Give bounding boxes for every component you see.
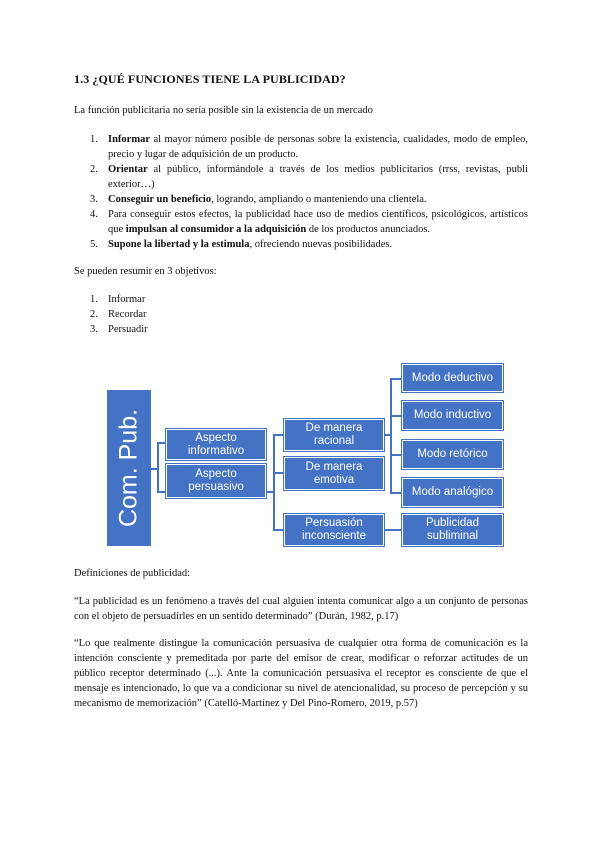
list-item: [74, 132, 528, 162]
connector-line: [157, 491, 166, 493]
diagram-node-unconscious: Persuasión inconsciente: [284, 514, 384, 546]
list-item: [74, 292, 148, 307]
list-number: 5.: [90, 239, 98, 250]
diagram-node-aspect-informative: Aspecto informativo: [166, 429, 266, 460]
list-number: 1.: [90, 134, 98, 145]
list-item: [74, 162, 528, 192]
functions-list: [74, 132, 528, 252]
connector-line: [390, 415, 402, 417]
connector-line: [273, 434, 284, 436]
connector-line: [384, 529, 402, 531]
connector-line: [384, 434, 391, 436]
list-item-text: , logrando, ampliando o manteniendo una clientela.: [211, 194, 427, 205]
list-item-bold: Informar: [108, 134, 150, 145]
list-item-bold: impulsan al consumidor a la adquisición: [125, 224, 307, 235]
diagram-node-deductive: Modo deductivo: [402, 364, 503, 392]
diagram-root-label: Com. Pub.: [114, 408, 143, 528]
objectives-list: [74, 292, 148, 337]
list-item: [74, 192, 528, 207]
diagram-node-aspect-persuasive: Aspecto persuasivo: [166, 464, 266, 498]
list-item: [74, 207, 528, 237]
list-number: 3.: [90, 194, 98, 205]
list-item: [74, 307, 148, 322]
diagram-node-subliminal: Publicidad subliminal: [402, 514, 503, 546]
connector-line: [273, 434, 275, 530]
connector-line: [273, 472, 284, 474]
definitions-title: Definiciones de publicidad:: [74, 568, 191, 579]
diagram-node-emotive: De manera emotiva: [284, 457, 384, 490]
diagram-node-analogical: Modo analógico: [402, 478, 503, 507]
connector-line: [390, 378, 392, 493]
section-heading: 1.3 ¿QUÉ FUNCIONES TIENE LA PUBLICIDAD?: [74, 72, 346, 86]
connector-line: [151, 468, 158, 470]
list-number: 2.: [90, 309, 98, 320]
connector-line: [273, 529, 284, 531]
summary-paragraph: Se pueden resumir en 3 objetivos:: [74, 266, 217, 277]
list-number: 2.: [90, 164, 98, 175]
list-number: 1.: [90, 294, 98, 305]
connector-line: [266, 491, 274, 493]
list-item-bold: Supone la libertad y la estimula: [108, 239, 250, 250]
objective-label: Persuadir: [108, 324, 148, 335]
connector-line: [157, 442, 166, 444]
objective-label: Informar: [108, 294, 146, 305]
list-item-text: de los productos anunciados.: [306, 224, 431, 235]
diagram-node-rational: De manera racional: [284, 419, 384, 451]
diagram-node-rhetorical: Modo retórico: [402, 440, 503, 469]
list-item: [74, 322, 148, 337]
list-item-text: , ofreciendo nuevas posibilidades.: [249, 239, 393, 250]
list-item: [74, 237, 528, 252]
connector-line: [390, 492, 402, 494]
list-number: 3.: [90, 324, 98, 335]
list-item-text: al público, informándole a través de los medios publicitarios (rrss, revistas, publi exterior…): [108, 164, 528, 190]
diagram-node-inductive: Modo inductivo: [402, 401, 503, 430]
connector-line: [390, 378, 402, 380]
definition-quote-2: “Lo que realmente distingue la comunicación persuasiva de cualquier otra forma de comunicación es la intención consciente y premeditada por parte del emisor de crear, modificar o reforzar actitudes de un público receptor determinado (...). Ante la comunicación persuasiva el receptor es consciente de que el mensaje es intencionado, lo que va a condicionar su nivel de atencionalidad, su proceso de percepción y su mecanismo de memorización” (Catelló-Martínez y Del Pino-Romero, 2019, p.57): [74, 638, 528, 709]
connector-line: [157, 442, 159, 492]
list-item-bold: Conseguir un beneficio: [108, 194, 212, 205]
list-item-text: al mayor número posible de personas sobre la existencia, cualidades, modo de empleo, precio y lugar de adquisición de un producto.: [108, 134, 528, 160]
list-item-text: Para conseguir estos efectos, la publicidad hace uso de medios científicos, psicológicos, artísticos que: [108, 209, 528, 235]
definition-quote-1: “La publicidad es un fenómeno a través del cual alguien intenta comunicar algo a un conjunto de personas con el objeto de persuadirles en un sentido determinado” (Durán, 1982, p.17): [74, 596, 528, 622]
list-number: 4.: [90, 209, 98, 220]
objective-label: Recordar: [108, 309, 147, 320]
diagram-root: [107, 390, 151, 546]
intro-paragraph: La función publicitaria no sería posible sin la existencia de un mercado: [74, 105, 373, 116]
connector-line: [390, 454, 402, 456]
list-item-bold: Orientar: [108, 164, 148, 175]
